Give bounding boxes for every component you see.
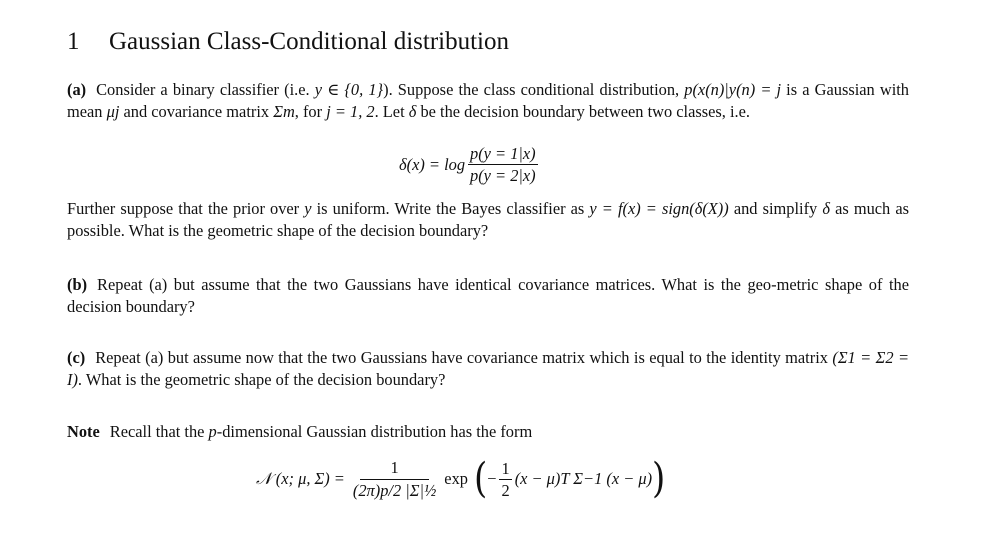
note-text: -dimensional Gaussian distribution has the form xyxy=(216,422,533,441)
part-c-text: . What is the geometric shape of the decision boundary? xyxy=(77,369,446,389)
part-c-text: Repeat (a) but assume now that the two Gaussians have covariance matrix which is equal to the identity matrix xyxy=(95,348,833,367)
math-p: p xyxy=(208,422,217,441)
math-delta: δ xyxy=(408,101,417,121)
eq-delta-lhs: δ(x) = log xyxy=(399,154,466,174)
section-heading xyxy=(67,28,509,56)
section-title: Gaussian Class-Conditional distribution xyxy=(109,28,509,55)
part-c-label: (c) xyxy=(67,348,86,367)
eq-delta-denominator: p(y = 2|x) xyxy=(470,166,536,185)
left-paren-icon: ( xyxy=(473,455,488,503)
math-cond-dist: p(x(n)|y(n) = j xyxy=(684,80,782,99)
part-a-text: is uniform. Write the Bayes classifier as xyxy=(311,199,590,218)
eq-delta-fraction xyxy=(468,144,538,185)
eq-gauss-denominator: (2π)p/2 |Σ|½ xyxy=(352,481,437,500)
section-number: 1 xyxy=(67,28,80,55)
math-y-in-set: y ∈ {0, 1} xyxy=(314,80,384,99)
math-y: y xyxy=(304,199,312,218)
gaussian-density-equation xyxy=(256,455,666,503)
part-a-text: Further suppose that the prior over xyxy=(67,199,305,218)
decision-boundary-equation xyxy=(399,144,541,185)
part-a-text: as much as possible. What is the geometric shape of the decision boundary? xyxy=(67,199,909,240)
math-bayes-classifier: y = f(x) = sign(δ(X)) xyxy=(589,199,729,218)
part-a-text: be the decision boundary between two classes, i.e. xyxy=(416,101,750,121)
part-a-text: ). Suppose the class conditional distribution, xyxy=(383,80,685,99)
part-c-paragraph xyxy=(67,347,909,390)
eq-gauss-normalizer xyxy=(351,458,438,500)
note-label: Note xyxy=(67,422,100,441)
right-paren-icon: ) xyxy=(652,455,666,503)
math-identity: (Σ1 = Σ2 = I) xyxy=(67,348,910,389)
part-a-text: , for xyxy=(294,101,327,121)
math-mu-j: μj xyxy=(106,101,120,121)
part-a-text: Consider a binary classifier (i.e. xyxy=(96,80,315,99)
note-paragraph xyxy=(67,421,909,443)
eq-delta-numerator: p(y = 1|x) xyxy=(470,144,536,163)
part-a-text: and covariance matrix xyxy=(119,101,274,121)
math-j-values: j = 1, 2 xyxy=(326,101,375,121)
part-a-text: is a Gaussian with mean xyxy=(67,80,909,121)
eq-gauss-quadratic: (x − μ)T Σ−1 (x − μ) xyxy=(514,469,653,488)
eq-half-numerator: 1 xyxy=(501,458,510,478)
part-a-followup xyxy=(67,198,909,241)
eq-half-denominator: 2 xyxy=(501,480,510,500)
part-a-text: . Let xyxy=(374,101,409,121)
part-a-paragraph xyxy=(67,79,909,122)
eq-gauss-lhs: 𝒩 (x; μ, Σ) = xyxy=(256,469,345,488)
eq-gauss-exp: exp xyxy=(444,469,468,488)
part-a-label: (a) xyxy=(67,80,87,99)
note-text: Recall that the xyxy=(109,422,209,441)
part-b-paragraph xyxy=(67,274,909,317)
part-a-text: and simplify xyxy=(728,199,823,218)
math-delta: δ xyxy=(822,199,830,218)
math-sigma-m: Σm xyxy=(273,101,295,121)
part-b-label: (b) xyxy=(67,275,88,294)
minus-sign-icon: − xyxy=(487,469,497,488)
eq-gauss-half xyxy=(499,459,511,500)
part-b-text: Repeat (a) but assume that the two Gaussians have identical covariance matrices. What is the geo-metric shape of the decision boundary? xyxy=(67,275,909,316)
eq-gauss-numerator: 1 xyxy=(360,458,428,480)
